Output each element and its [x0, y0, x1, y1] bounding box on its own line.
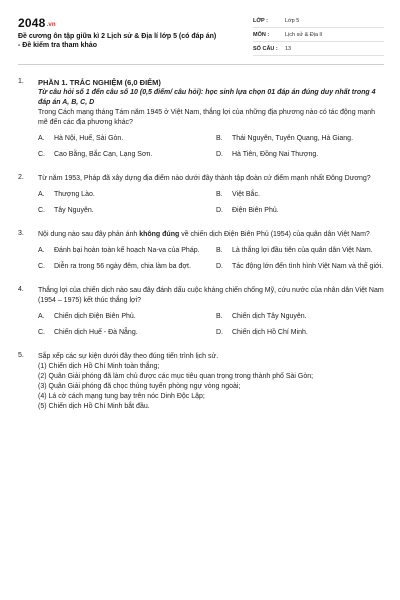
option-text: Là thắng lợi đầu tiên của quân dân Việt Nam.	[232, 247, 373, 254]
event-item-4: (4) Lá cờ cách mạng tung bay trên nóc Dinh Độc Lập;	[38, 393, 205, 400]
question-body	[38, 174, 384, 218]
option-b[interactable]	[216, 312, 384, 322]
option-c[interactable]	[38, 150, 206, 160]
logo-suffix: .vn	[46, 22, 56, 28]
options-grid	[38, 190, 384, 216]
question-text: Sắp xếp các sự kiện dưới đây theo đúng tiến trình lịch sử.	[38, 353, 219, 360]
option-text: Hà Tiên, Đồng Nai Thượng.	[232, 151, 319, 158]
question-number: 3.	[18, 230, 24, 237]
meta-key: LỚP :	[253, 17, 268, 24]
option-letter: A.	[38, 135, 45, 142]
question-number: 1.	[18, 78, 24, 85]
option-letter: B.	[216, 135, 223, 142]
option-text: Điện Biên Phủ.	[232, 207, 279, 214]
option-letter: D.	[216, 329, 223, 336]
option-text: Chiến dịch Tây Nguyên.	[232, 313, 307, 320]
question-1	[18, 78, 384, 162]
options-grid	[38, 134, 384, 160]
part-heading: PHẦN 1. TRẮC NGHIỆM (6,0 ĐIỂM)	[38, 78, 161, 87]
option-text: Đánh bại hoàn toàn kế hoạch Na-va của Pháp.	[54, 247, 200, 254]
question-text: Thắng lợi của chiến dịch nào sau đây đánh dấu cuộc kháng chiến chống Mỹ, cứu nước của nhân dân Việt Nam (1954 – 1975) kết thúc thắng lợi?	[38, 287, 384, 304]
option-text: Chiến dịch Huế - Đà Nẵng.	[54, 329, 138, 336]
option-b[interactable]	[216, 134, 384, 144]
option-d[interactable]	[216, 328, 384, 338]
option-letter: A.	[38, 313, 45, 320]
meta-row-subject	[253, 28, 384, 42]
option-letter: D.	[216, 207, 223, 214]
meta-key: SỐ CÂU :	[253, 45, 278, 52]
option-text: Tác động lớn đến tình hình Việt Nam và thế giới.	[232, 263, 384, 270]
event-item-3: (3) Quân Giải phóng đã chọc thủng tuyến phòng ngự vòng ngoài;	[38, 383, 241, 390]
question-text: Từ năm 1953, Pháp đã xây dựng địa điểm nào dưới đây thành tập đoàn cứ điểm mạnh nhất Đông Dương?	[38, 175, 371, 182]
options-grid	[38, 246, 384, 272]
option-text: Diễn ra trong 56 ngày đêm, chia làm ba đợt.	[54, 263, 191, 270]
meta-value: Lớp 5	[285, 17, 300, 24]
question-number: 2.	[18, 174, 24, 181]
title-line-1: Đề cương ôn tập giữa kì 2 Lịch sử & Địa lí lớp 5 (có đáp án)	[18, 33, 217, 40]
option-a[interactable]	[38, 190, 206, 200]
question-body	[38, 352, 384, 412]
title-line-2: - Đề kiểm tra tham khảo	[18, 42, 97, 49]
option-text: Thái Nguyên, Tuyên Quang, Hà Giang.	[232, 135, 354, 142]
logo-text: 2048	[18, 16, 46, 30]
header	[18, 14, 384, 58]
option-letter: C.	[38, 329, 45, 336]
meta-value: 13	[285, 45, 292, 52]
instruction-text: Từ câu hỏi số 1 đến câu số 10 (0,5 điểm/ câu hỏi): học sinh lựa chọn 01 đáp án đúng duy nhất trong 4 đáp án A, B, C, D	[38, 89, 376, 106]
meta-table	[253, 14, 384, 56]
option-c[interactable]	[38, 328, 206, 338]
option-letter: C.	[38, 263, 45, 270]
option-letter: D.	[216, 151, 223, 158]
option-text: Chiến dịch Điện Biên Phủ.	[54, 313, 136, 320]
question-5	[18, 352, 384, 412]
meta-key: MÔN :	[253, 31, 270, 38]
question-text	[38, 230, 384, 240]
event-item-5: (5) Chiến dịch Hồ Chí Minh bắt đầu.	[38, 403, 150, 410]
option-letter: C.	[38, 207, 45, 214]
question-text: Trong Cách mạng tháng Tám năm 1945 ở Việt Nam, thắng lợi của những địa phương nào có tác động mạnh mẽ đến các địa phương khác?	[38, 109, 376, 126]
option-c[interactable]	[38, 262, 206, 272]
question-list	[18, 78, 384, 424]
option-letter: A.	[38, 191, 45, 198]
question-body	[38, 78, 384, 162]
question-text-emphasis: không đúng	[139, 231, 180, 238]
option-text: Hà Nội, Huế, Sài Gòn.	[54, 135, 124, 142]
option-d[interactable]	[216, 150, 384, 160]
option-text: Cao Bằng, Bắc Cạn, Lạng Sơn.	[54, 151, 153, 158]
option-letter: D.	[216, 263, 223, 270]
option-text: Chiến dịch Hồ Chí Minh.	[232, 329, 308, 336]
option-letter: A.	[38, 247, 45, 254]
question-text-post: về chiến dịch Điện Biên Phủ (1954) của quân dân Việt Nam?	[179, 231, 370, 238]
event-item-1: (1) Chiến dịch Hồ Chí Minh toàn thắng;	[38, 363, 160, 370]
meta-row-class	[253, 14, 384, 28]
question-number: 5.	[18, 352, 24, 359]
option-b[interactable]	[216, 190, 384, 200]
event-item-2: (2) Quân Giải phóng đã làm chủ được các mục tiêu quan trọng trong thành phố Sài Gòn;	[38, 373, 314, 380]
question-2	[18, 174, 384, 218]
header-divider	[18, 64, 384, 65]
question-body	[38, 286, 384, 340]
question-body	[38, 230, 384, 274]
option-letter: B.	[216, 247, 223, 254]
option-d[interactable]	[216, 206, 384, 216]
option-letter: B.	[216, 313, 223, 320]
option-b[interactable]	[216, 246, 384, 256]
option-text: Thượng Lào.	[54, 191, 95, 198]
question-4	[18, 286, 384, 340]
site-logo[interactable]	[18, 16, 56, 30]
option-letter: B.	[216, 191, 223, 198]
option-a[interactable]	[38, 312, 206, 322]
question-text-pre: Nội dung nào sau đây phản ánh	[38, 231, 140, 238]
options-grid	[38, 312, 384, 338]
option-c[interactable]	[38, 206, 206, 216]
option-a[interactable]	[38, 246, 206, 256]
document-title	[18, 32, 238, 50]
option-a[interactable]	[38, 134, 206, 144]
question-3	[18, 230, 384, 274]
meta-value: Lịch sử & Địa lí	[285, 31, 323, 38]
meta-row-count	[253, 42, 384, 56]
question-number: 4.	[18, 286, 24, 293]
option-text: Việt Bắc.	[232, 191, 260, 198]
option-d[interactable]	[216, 262, 384, 272]
option-text: Tây Nguyên.	[54, 207, 94, 214]
option-letter: C.	[38, 151, 45, 158]
